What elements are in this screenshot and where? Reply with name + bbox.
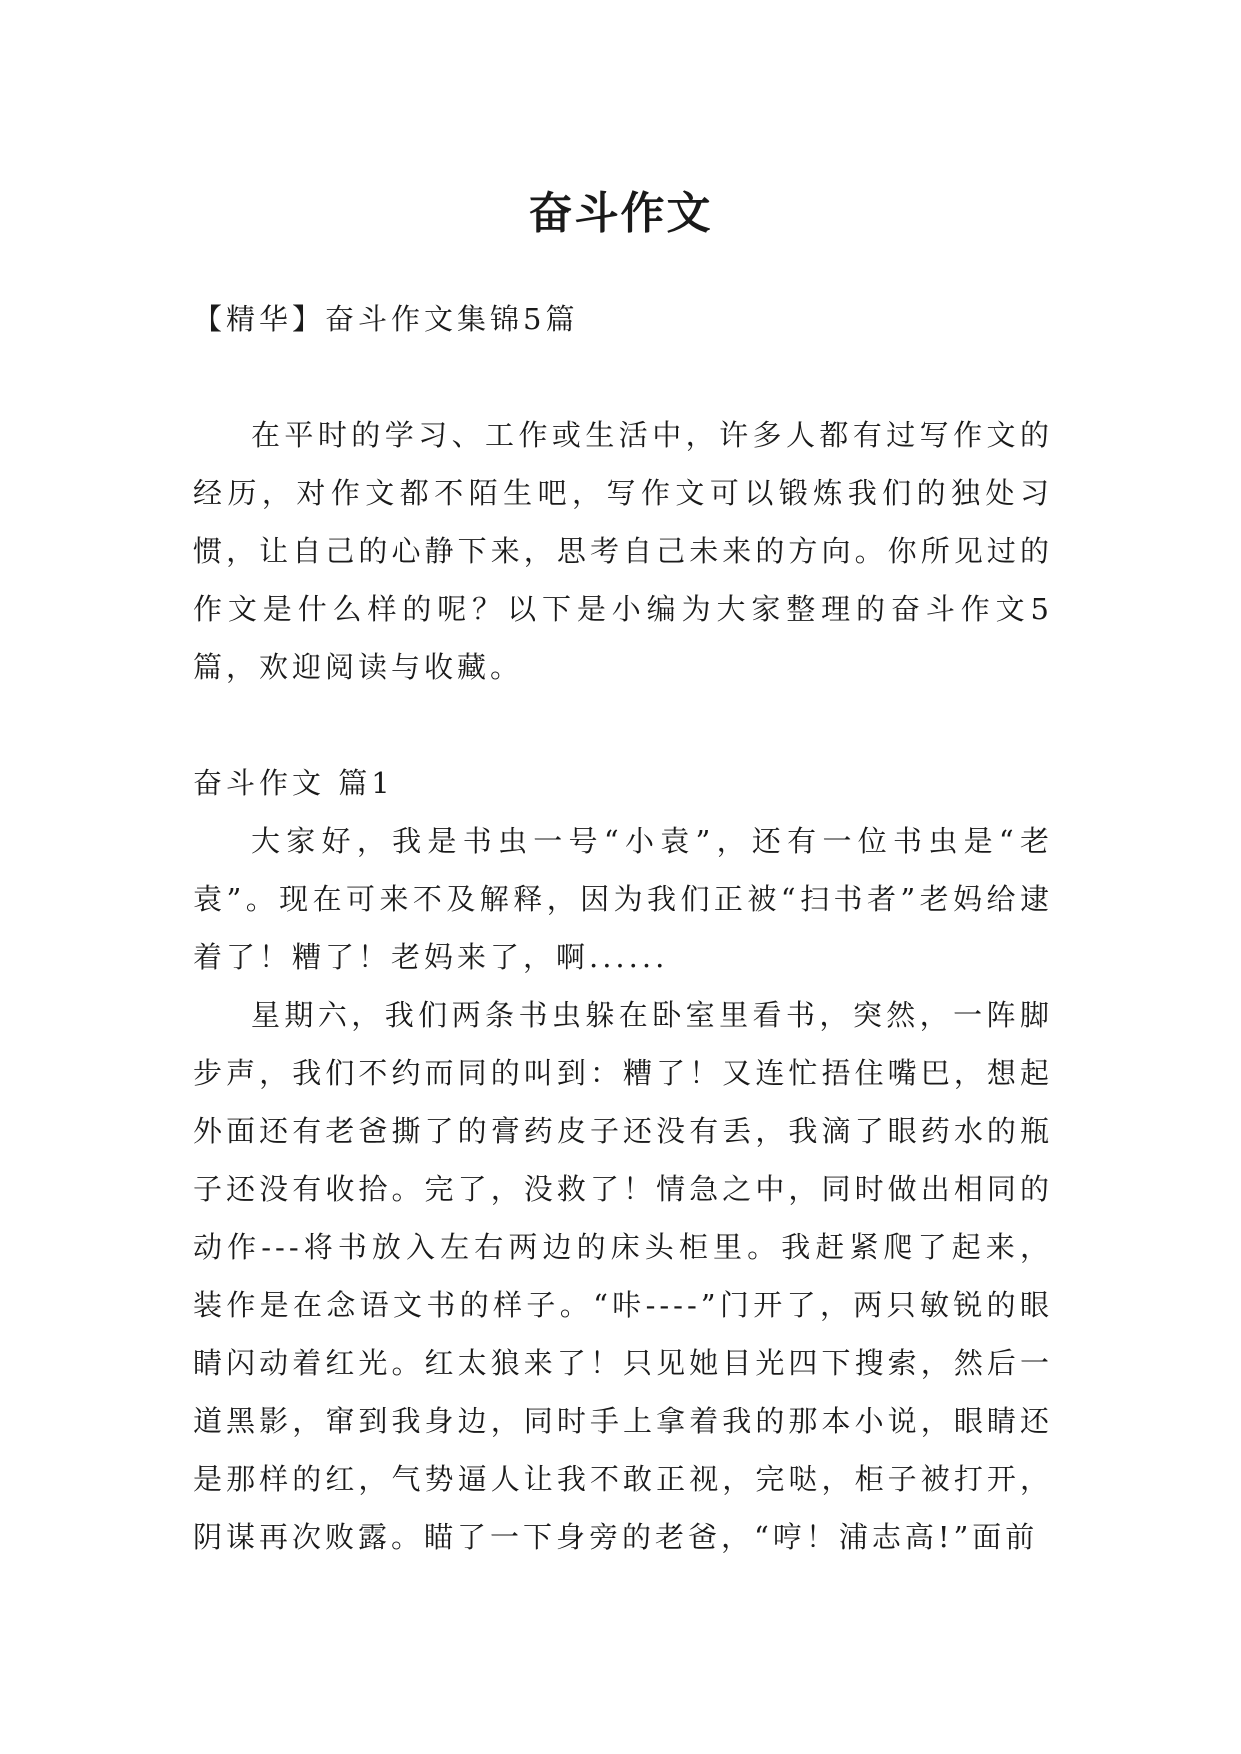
spacer — [193, 696, 1053, 754]
body-paragraph-1: 大家好，我是书虫一号“小袁”，还有一位书虫是“老袁”。现在可来不及解释，因为我们正被“扫书者”老妈给逮着了！糟了！老妈来了，啊...... — [193, 824, 1053, 974]
section-heading: 奋斗作文 篇1 — [193, 766, 394, 800]
body-paragraph-2: 星期六，我们两条书虫躲在卧室里看书，突然，一阵脚步声，我们不约而同的叫到：糟了！又连忙捂住嘴巴，想起外面还有老爸撕了的膏药皮子还没有丢，我滴了眼药水的瓶子还没有收拾。完了，没救了！情急之中，同时做出相同的动作---将书放入左右两边的床头柜里。我赶紧爬了起来，装作是在念语文书的样子。“咔----”门开了，两只敏锐的眼睛闪动着红光。红太狼来了！只见她目光四下搜索，然后一道黑影，窜到我身边，同时手上拿着我的那本小说，眼睛还是那样的红，气势逼人让我不敢正视，完哒，柜子被打开，阴谋再次败露。瞄了一下身旁的老爸，“哼！浦志高!”面前 — [193, 998, 1053, 1554]
document-title: 奋斗作文 — [528, 188, 713, 240]
intro-paragraph: 在平时的学习、工作或生活中，许多人都有过写作文的经历，对作文都不陌生吧，写作文可以锻炼我们的独处习惯，让自己的心静下来，思考自己未来的方向。你所见过的作文是什么样的呢？以下是小编为大家整理的奋斗作文5篇，欢迎阅读与收藏。 — [193, 418, 1053, 684]
document-subtitle: 【精华】奋斗作文集锦5篇 — [193, 302, 579, 336]
document-body — [193, 290, 1053, 1566]
spacer — [193, 348, 1053, 406]
